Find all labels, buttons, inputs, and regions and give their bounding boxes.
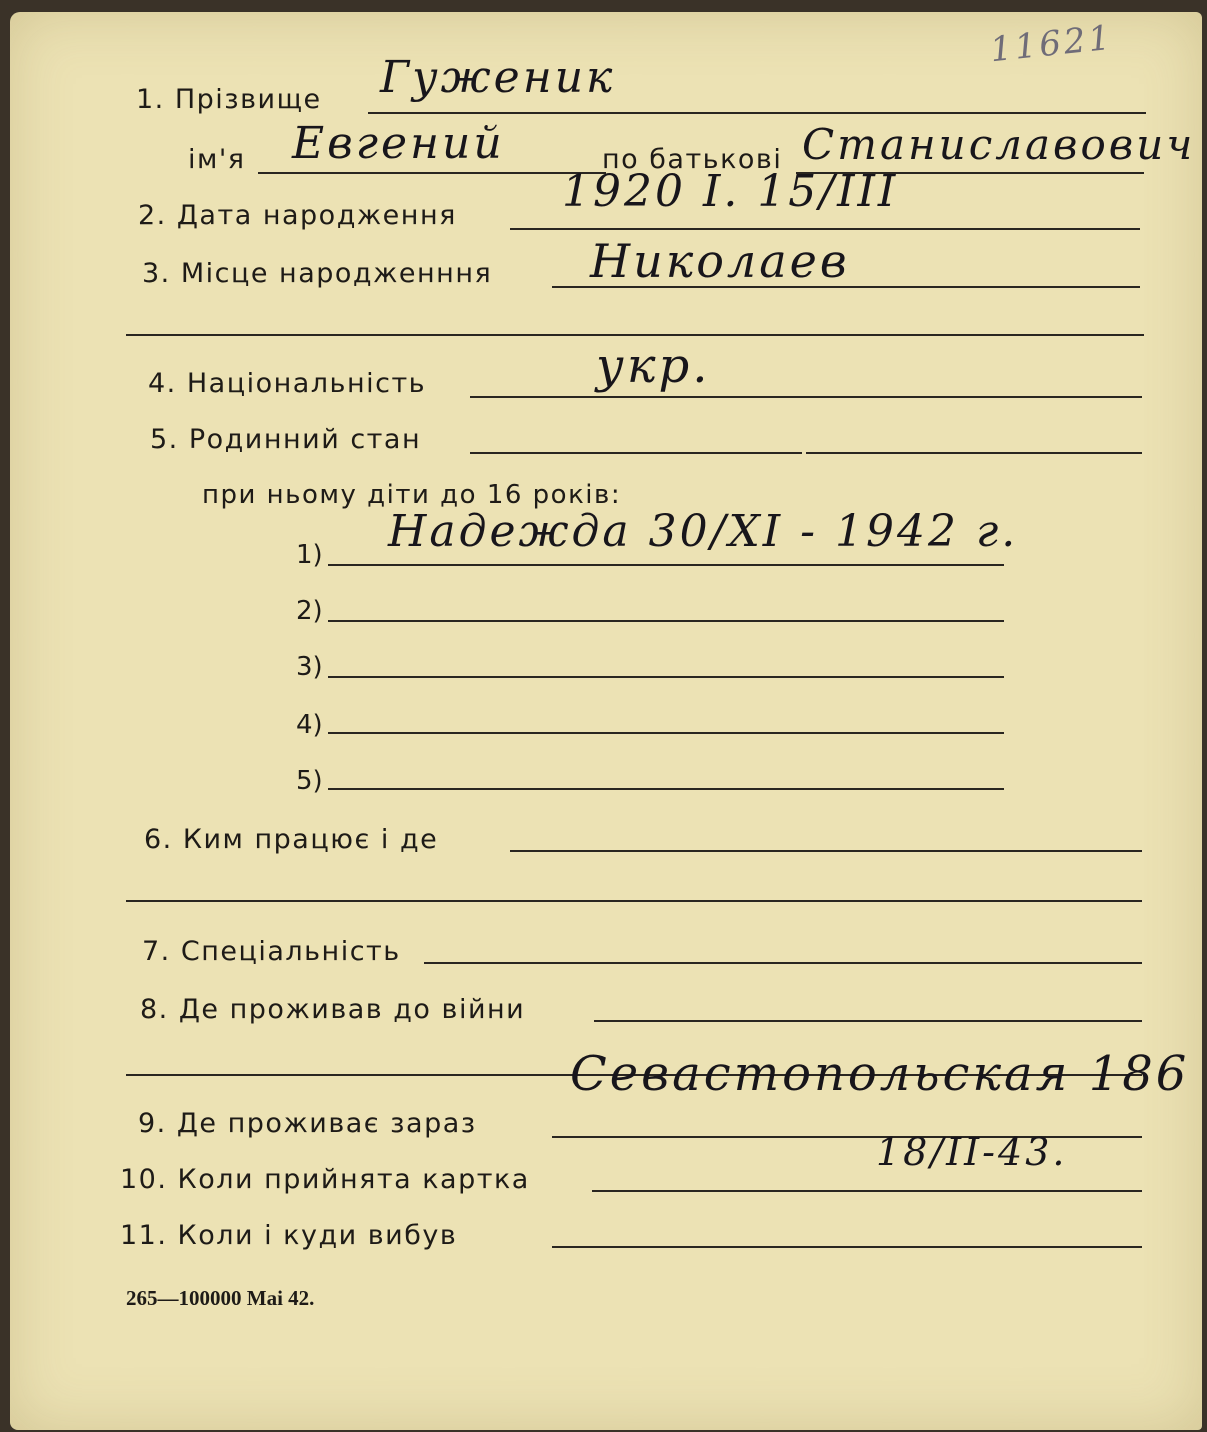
child1-line (328, 564, 1004, 566)
departed-label: 11. Коли і куди вибув (120, 1220, 458, 1251)
card-number: 11621 (988, 17, 1115, 71)
child3-line (328, 676, 1004, 678)
specialty-line (424, 962, 1142, 964)
printer-imprint: 265—100000 Mai 42. (126, 1286, 315, 1310)
birth-place-line-2 (126, 334, 1144, 336)
card-accepted-line (592, 1190, 1142, 1192)
patronymic-value: Станиславович (802, 120, 1196, 169)
current-residence-value: Севастопольская 186 (570, 1046, 1190, 1102)
marital-label: 5. Родинний стан (150, 424, 422, 455)
child4-line (328, 732, 1004, 734)
work-line (510, 850, 1142, 852)
name-label: ім'я (188, 144, 246, 175)
name-value: Евгений (292, 118, 505, 169)
child5-line (328, 788, 1004, 790)
child2-line (328, 620, 1004, 622)
child4-label: 4) (296, 710, 323, 740)
child1-label: 1) (296, 540, 323, 570)
nationality-value: укр. (596, 338, 711, 394)
birth-place-value: Николаев (590, 234, 850, 288)
prewar-residence-label: 8. Де проживав до війни (140, 994, 526, 1025)
marital-line-a (470, 452, 802, 454)
birth-date-label: 2. Дата народження (138, 200, 457, 231)
work-label: 6. Ким працює і де (144, 824, 439, 855)
surname-value: Гуженик (380, 52, 616, 103)
prewar-residence-line (594, 1020, 1142, 1022)
current-residence-label: 9. Де проживає зараз (138, 1108, 477, 1139)
child1-value: Надежда 30/XI - 1942 г. (388, 506, 1019, 557)
card-accepted-value: 18/II-43. (876, 1130, 1068, 1174)
child2-label: 2) (296, 596, 323, 626)
children-label: при ньому діти до 16 років: (202, 480, 622, 510)
nationality-line (470, 396, 1142, 398)
registration-card (10, 12, 1202, 1430)
child3-label: 3) (296, 652, 323, 682)
patronymic-label: по батькові (602, 144, 783, 175)
birth-date-line (510, 228, 1140, 230)
child5-label: 5) (296, 766, 323, 796)
nationality-label: 4. Національність (148, 368, 427, 399)
card-accepted-label: 10. Коли прийнята картка (120, 1164, 530, 1195)
birth-place-label: 3. Місце народженння (142, 258, 493, 289)
work-line-2 (126, 900, 1142, 902)
marital-line-b (806, 452, 1142, 454)
surname-line (368, 112, 1146, 114)
name-line (258, 172, 606, 174)
birth-date-value: 1920 I. 15/III (562, 166, 899, 217)
surname-label: 1. Прізвище (136, 84, 322, 115)
specialty-label: 7. Спеціальність (142, 936, 401, 967)
departed-line (552, 1246, 1142, 1248)
